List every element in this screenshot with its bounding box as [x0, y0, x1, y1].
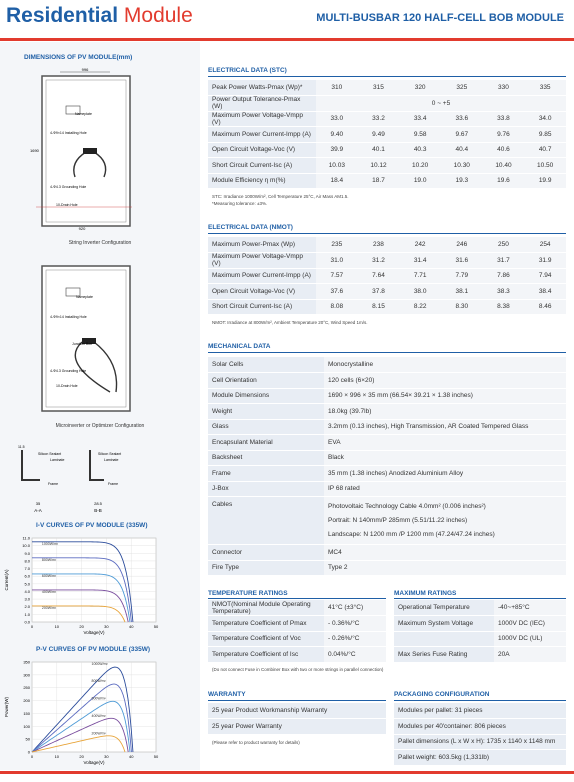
- pv-chart: [0, 656, 200, 768]
- row-label: Maximum Power Current-Impp (A): [208, 268, 316, 284]
- label-ground-1: 4-Φ4.3 Grounding Hole: [50, 185, 87, 189]
- stc-title: ELECTRICAL DATA (STC): [208, 67, 287, 74]
- row-value: 33.6: [441, 111, 483, 127]
- row-value: Black: [324, 450, 566, 466]
- row-value: 40.7: [524, 142, 566, 158]
- page-header: [0, 0, 574, 40]
- cable-spec: Portrait: N 140mm/P 285mm (5.51/11.22 inches): [328, 516, 468, 524]
- row-value: IP 68 rated: [324, 481, 566, 497]
- module-drawings: [0, 62, 200, 486]
- nmot-note: NMOT: Irradiance at 800W/m², Ambient Temperature 20°C, Wind Speed 1m/s.: [212, 320, 368, 325]
- row-value: 238: [358, 237, 400, 253]
- row-value: 10.30: [441, 158, 483, 174]
- x-tick-label: 10: [54, 754, 60, 759]
- row-label: Peak Power Watts-Pmax (Wp)*: [208, 80, 316, 96]
- row-value: 19.3: [441, 173, 483, 189]
- table-row: [394, 750, 566, 766]
- table-row: [208, 80, 566, 96]
- row-value: 40.3: [399, 142, 441, 158]
- row-text: Pallet weight: 603.5kg (1,331lb): [394, 750, 566, 766]
- row-label: Temperature Coefficient of Voc: [208, 631, 324, 647]
- dim-frame-1: 920: [78, 226, 86, 231]
- x-tick-label: 0: [30, 754, 34, 759]
- row-label: Short Circuit Current-Isc (A): [208, 299, 316, 315]
- row-value: 320: [399, 80, 441, 96]
- row-value: 19.9: [524, 173, 566, 189]
- packing-rule: [394, 700, 566, 701]
- row-value: 31.0: [316, 253, 358, 269]
- maxr-rule: [394, 598, 566, 599]
- series-label: 1000W/m²: [41, 541, 59, 546]
- x-tick-label: 30: [104, 624, 109, 629]
- table-row: [208, 388, 566, 404]
- row-value: 37.6: [316, 284, 358, 300]
- row-value: 335: [524, 80, 566, 96]
- row-value: 8.30: [441, 299, 483, 315]
- series-label: 600W/m²: [91, 696, 106, 701]
- row-value: 7.71: [399, 268, 441, 284]
- mech-rule: [208, 352, 566, 353]
- row-label: Module Dimensions: [208, 388, 324, 404]
- row-value: 8.22: [399, 299, 441, 315]
- pv-chart-title: P-V CURVES OF PV MODULE (335W): [36, 646, 151, 653]
- series-label: 400W/m²: [91, 713, 106, 718]
- row-value: 310: [316, 80, 358, 96]
- series-label: 200W/m²: [41, 605, 57, 610]
- label-install-2: 4-Φ9×14 Installing Hole: [50, 315, 87, 319]
- x-tick-label: 40: [128, 754, 134, 759]
- table-row: [208, 466, 566, 482]
- table-row: [208, 719, 386, 735]
- stc-note-1: STC: Irradiance 1000W/m², Cell Temperature 25°C, Air Mass AM1.5.: [212, 194, 349, 199]
- table-row: [208, 299, 566, 315]
- row-value: 9.85: [524, 127, 566, 143]
- cable-spec: Landscape: N 1200 mm /P 1200 mm (47.24/47.24 inches): [328, 530, 495, 538]
- row-label: Temperature Coefficient of Pmax: [208, 616, 324, 632]
- table-row: [208, 111, 566, 127]
- row-label: Max Series Fuse Rating: [394, 647, 494, 663]
- x-axis-label: Voltage(V): [83, 760, 105, 765]
- mech-title: MECHANICAL DATA: [208, 343, 271, 350]
- row-value: 31.7: [483, 253, 525, 269]
- label-nameplate-2: Nameplate: [76, 295, 93, 299]
- warranty-note: (Please refer to product warranty for details): [212, 740, 300, 745]
- row-value: 40.4: [441, 142, 483, 158]
- dim-35: 35: [35, 501, 41, 506]
- row-value: 8.15: [358, 299, 400, 315]
- y-tick-label: 100: [23, 723, 30, 729]
- maxr-title: MAXIMUM RATINGS: [394, 590, 457, 597]
- y-tick-label: 5.0: [24, 581, 30, 587]
- row-value: 0 ~ +5: [316, 96, 566, 112]
- row-label: Weight: [208, 404, 324, 420]
- row-value: 1000V DC (IEC): [494, 616, 566, 632]
- row-value: 18.0kg (39.7lb): [324, 404, 566, 420]
- table-row: [208, 450, 566, 466]
- row-label: Temperature Coefficient of Isc: [208, 647, 324, 663]
- label-nameplate-1: Nameplate: [75, 112, 92, 116]
- row-value: 18.7: [358, 173, 400, 189]
- row-value: 40.1: [358, 142, 400, 158]
- table-row: [208, 237, 566, 253]
- maxr-table: [394, 600, 566, 663]
- row-label: Frame: [208, 466, 324, 482]
- y-tick-label: 2.0: [24, 604, 30, 610]
- x-tick-label: 40: [128, 624, 134, 629]
- temp-note: (Do not connect Fuse in Combiner Box with two or more strings in parallel connection): [212, 667, 384, 672]
- y-tick-label: 50: [25, 736, 30, 742]
- row-value: 1690 × 996 × 35 mm (66.54× 39.21 × 1.38 inches): [324, 388, 566, 404]
- table-row: [394, 734, 566, 750]
- x-tick-label: 0: [30, 624, 34, 629]
- y-tick-label: 3.0: [24, 596, 30, 602]
- row-label: Solar Cells: [208, 357, 324, 373]
- label-frame-aa: Frame: [48, 482, 59, 486]
- row-value: 8.08: [316, 299, 358, 315]
- row-value: 33.2: [358, 111, 400, 127]
- dim-28-5: 28.5: [94, 501, 102, 506]
- table-row: [208, 481, 566, 497]
- row-value: - 0.26%/°C: [324, 631, 386, 647]
- table-row: [208, 96, 566, 112]
- row-value: 7.79: [441, 268, 483, 284]
- iv-chart-title: I-V CURVES OF PV MODULE (335W): [36, 522, 148, 529]
- row-value: 31.4: [399, 253, 441, 269]
- y-tick-label: 150: [23, 710, 30, 716]
- row-label: Maximum Power Voltage-Vmpp (V): [208, 253, 316, 269]
- table-row: [208, 253, 566, 269]
- row-text: Pallet dimensions (L x W x H): 1735 x 1140 x 1148 mm: [394, 734, 566, 750]
- label-laminate-aa: Laminate: [50, 458, 65, 462]
- row-value: 9.58: [399, 127, 441, 143]
- row-value: 7.64: [358, 268, 400, 284]
- row-label: Cables: [208, 497, 324, 545]
- table-row-cables: [208, 497, 566, 545]
- row-label: J-Box: [208, 481, 324, 497]
- row-value: 9.49: [358, 127, 400, 143]
- stc-note-2: *Measuring tolerance: ±3%.: [212, 201, 268, 206]
- table-row: [208, 268, 566, 284]
- row-value: 10.20: [399, 158, 441, 174]
- label-silicon-aa: Silicon Sealant: [38, 452, 62, 456]
- caption-microinverter: Microinverter or Optimizer Configuration: [55, 423, 145, 429]
- y-tick-label: 250: [23, 685, 30, 691]
- row-value: 20A: [494, 647, 566, 663]
- row-value: 8.46: [524, 299, 566, 315]
- row-value: 41°C (±3°C): [324, 600, 386, 616]
- row-value: 10.50: [524, 158, 566, 174]
- row-value: Type 2: [324, 560, 566, 576]
- warranty-table: [208, 703, 386, 735]
- y-tick-label: 4.0: [24, 588, 30, 594]
- table-row: [208, 419, 566, 435]
- row-value: 33.8: [483, 111, 525, 127]
- y-tick-label: 11.0: [22, 535, 30, 541]
- y-tick-label: 200: [23, 698, 30, 704]
- row-value: 38.1: [441, 284, 483, 300]
- row-value: 18.4: [316, 173, 358, 189]
- row-value: 10.12: [358, 158, 400, 174]
- dim-aa: 11.5: [18, 445, 25, 449]
- label-install-1: 4-Φ9×14 Installing Hole: [50, 131, 87, 135]
- row-value: 1000V DC (UL): [494, 631, 566, 647]
- row-value: 38.4: [524, 284, 566, 300]
- row-value: EVA: [324, 435, 566, 451]
- warranty-title: WARRANTY: [208, 691, 246, 698]
- row-label: Open Circuit Voltage-Voc (V): [208, 142, 316, 158]
- product-name: MULTI-BUSBAR 120 HALF-CELL BOB MODULE: [316, 12, 564, 24]
- x-tick-label: 20: [79, 754, 84, 759]
- nmot-rule: [208, 233, 566, 234]
- y-tick-label: 6.0: [24, 573, 30, 579]
- label-silicon-bb: Silicon Sealant: [98, 452, 122, 456]
- series-label: 800W/m²: [41, 557, 57, 562]
- row-value: 10.03: [316, 158, 358, 174]
- row-value: 7.86: [483, 268, 525, 284]
- row-label: Operational Temperature: [394, 600, 494, 616]
- row-label: Maximum Power Voltage-Vmpp (V): [208, 111, 316, 127]
- x-tick-label: 20: [79, 624, 84, 629]
- y-tick-label: 9.0: [24, 550, 30, 556]
- x-axis-label: Voltage(V): [83, 630, 105, 635]
- table-row: [208, 631, 386, 647]
- row-value: 120 cells (6×20): [324, 373, 566, 389]
- row-value: 10.40: [483, 158, 525, 174]
- table-row: [208, 373, 566, 389]
- section-dims: [0, 488, 200, 518]
- stc-table: [208, 80, 566, 189]
- row-value: 33.0: [316, 111, 358, 127]
- row-value: Monocrystalline: [324, 357, 566, 373]
- row-label: Backsheet: [208, 450, 324, 466]
- row-label: Open Circuit Voltage-Voc (V): [208, 284, 316, 300]
- row-value: 242: [399, 237, 441, 253]
- row-value: 235: [316, 237, 358, 253]
- row-label: Connector: [208, 545, 324, 561]
- row-value: 315: [358, 80, 400, 96]
- table-row: [208, 703, 386, 719]
- footer-divider: [0, 771, 574, 774]
- y-tick-label: 350: [23, 659, 30, 665]
- row-value: 37.8: [358, 284, 400, 300]
- table-row: [208, 404, 566, 420]
- dims-title: DIMENSIONS OF PV MODULE(mm): [24, 54, 133, 61]
- row-value: 39.9: [316, 142, 358, 158]
- cables-values: [324, 497, 566, 545]
- table-row: [208, 647, 386, 663]
- junction-box-1: [83, 148, 97, 154]
- y-tick-label: 10.0: [22, 543, 30, 549]
- row-text: Modules per 40'container: 806 pieces: [394, 719, 566, 735]
- table-row: [208, 545, 566, 561]
- y-tick-label: 7.0: [24, 566, 30, 572]
- row-value: -40~+85°C: [494, 600, 566, 616]
- x-tick-label: 10: [54, 624, 60, 629]
- row-label: Maximum System Voltage: [394, 616, 494, 632]
- row-value: 8.38: [483, 299, 525, 315]
- row-text: 25 year Power Warranty: [208, 719, 386, 735]
- page-title: Residential Module: [6, 4, 193, 27]
- row-value: 325: [441, 80, 483, 96]
- row-value: 19.6: [483, 173, 525, 189]
- table-row: [208, 560, 566, 576]
- row-value: 254: [524, 237, 566, 253]
- row-value: 9.76: [483, 127, 525, 143]
- series-label: 200W/m²: [91, 731, 106, 736]
- row-value: MC4: [324, 545, 566, 561]
- row-value: 19.0: [399, 173, 441, 189]
- row-label: Maximum Power Current-Impp (A): [208, 127, 316, 143]
- y-tick-label: 1.0: [24, 611, 30, 617]
- row-label: Maximum Power-Pmax (Wp): [208, 237, 316, 253]
- table-row: [208, 435, 566, 451]
- table-row: [394, 703, 566, 719]
- label-drain-2: 10-Drain Hole: [56, 384, 78, 388]
- row-label: Power Output Tolerance-Pmax (W): [208, 96, 316, 112]
- series-label: 600W/m²: [41, 573, 57, 578]
- row-value: 40.6: [483, 142, 525, 158]
- table-row: [394, 719, 566, 735]
- row-value: 38.0: [399, 284, 441, 300]
- label-frame-bb: Frame: [108, 482, 119, 486]
- iv-chart: [0, 532, 200, 636]
- stc-rule: [208, 76, 566, 77]
- row-value: 31.6: [441, 253, 483, 269]
- series-label: 400W/m²: [41, 589, 57, 594]
- y-axis-label: Current(A): [4, 569, 9, 591]
- label-ground-2: 4-Φ4.3 Grounding Hole: [50, 369, 87, 373]
- row-label: Module Efficiency η m(%): [208, 173, 316, 189]
- header-divider: [0, 38, 574, 41]
- nmot-table: [208, 237, 566, 315]
- label-drain-1: 10-Drain Hole: [56, 203, 78, 207]
- nmot-title: ELECTRICAL DATA (NMOT): [208, 224, 293, 231]
- row-label: Encapsulant Material: [208, 435, 324, 451]
- page-title-sub: Module: [123, 4, 193, 27]
- row-value: 330: [483, 80, 525, 96]
- row-value: 0.04%/°C: [324, 647, 386, 663]
- row-label: Cell Orientation: [208, 373, 324, 389]
- row-value: 31.2: [358, 253, 400, 269]
- mech-table: [208, 357, 566, 576]
- temp-table: [208, 600, 386, 663]
- row-value: 250: [483, 237, 525, 253]
- row-value: 33.4: [399, 111, 441, 127]
- row-label: Glass: [208, 419, 324, 435]
- series-label: 800W/m²: [91, 679, 106, 684]
- packing-title: PACKAGING CONFIGURATION: [394, 691, 490, 698]
- label-junction-2: Junction Box: [72, 342, 93, 346]
- row-value: 38.3: [483, 284, 525, 300]
- row-value: 35 mm (1.38 inches) Anodized Aluminium Alloy: [324, 466, 566, 482]
- dim-height-1: 1690: [30, 148, 39, 153]
- row-value: 9.40: [316, 127, 358, 143]
- label-bb: B-B: [94, 508, 102, 513]
- row-value: - 0.36%/°C: [324, 616, 386, 632]
- table-row: [208, 158, 566, 174]
- table-row: [394, 600, 566, 616]
- row-value: 3.2mm (0.13 inches), High Transmission, AR Coated Tempered Glass: [324, 419, 566, 435]
- y-tick-label: 0.0: [24, 619, 30, 625]
- row-value: 9.67: [441, 127, 483, 143]
- y-tick-label: 8.0: [24, 558, 30, 564]
- row-label: [394, 631, 494, 647]
- packing-table: [394, 703, 566, 766]
- row-value: 7.94: [524, 268, 566, 284]
- warranty-rule: [208, 700, 386, 701]
- y-tick-label: 300: [23, 672, 30, 678]
- label-laminate-bb: Laminate: [104, 458, 119, 462]
- row-value: 34.0: [524, 111, 566, 127]
- y-axis-label: Power(W): [4, 697, 9, 717]
- row-text: Modules per pallet: 31 pieces: [394, 703, 566, 719]
- table-row: [208, 127, 566, 143]
- row-value: 7.57: [316, 268, 358, 284]
- row-value: 31.9: [524, 253, 566, 269]
- table-row: [208, 284, 566, 300]
- series-label: 1000W/m²: [91, 661, 108, 666]
- table-row: [394, 616, 566, 632]
- table-row: [208, 616, 386, 632]
- caption-string-inverter: String Inverter Configuration: [68, 240, 132, 246]
- table-row: [394, 631, 566, 647]
- temp-rule: [208, 598, 386, 599]
- row-value: 246: [441, 237, 483, 253]
- x-tick-label: 30: [104, 754, 109, 759]
- row-text: 25 year Product Workmanship Warranty: [208, 703, 386, 719]
- x-tick-label: 50: [153, 754, 159, 759]
- dim-width-1: 996: [81, 67, 89, 72]
- table-row: [208, 142, 566, 158]
- x-tick-label: 50: [153, 624, 159, 629]
- temp-title: TEMPERATURE RATINGS: [208, 590, 288, 597]
- row-label: Short Circuit Current-Isc (A): [208, 158, 316, 174]
- label-aa: A-A: [34, 508, 42, 513]
- row-label: Fire Type: [208, 560, 324, 576]
- row-label: NMOT(Nominal Module Operating Temperature): [208, 600, 324, 616]
- table-row: [394, 647, 566, 663]
- cable-spec: Photovoltaic Technology Cable 4.0mm² (0.006 inches²): [328, 502, 486, 510]
- table-row: [208, 173, 566, 189]
- table-row: [208, 357, 566, 373]
- table-row: [208, 600, 386, 616]
- y-tick-label: 0: [27, 749, 30, 755]
